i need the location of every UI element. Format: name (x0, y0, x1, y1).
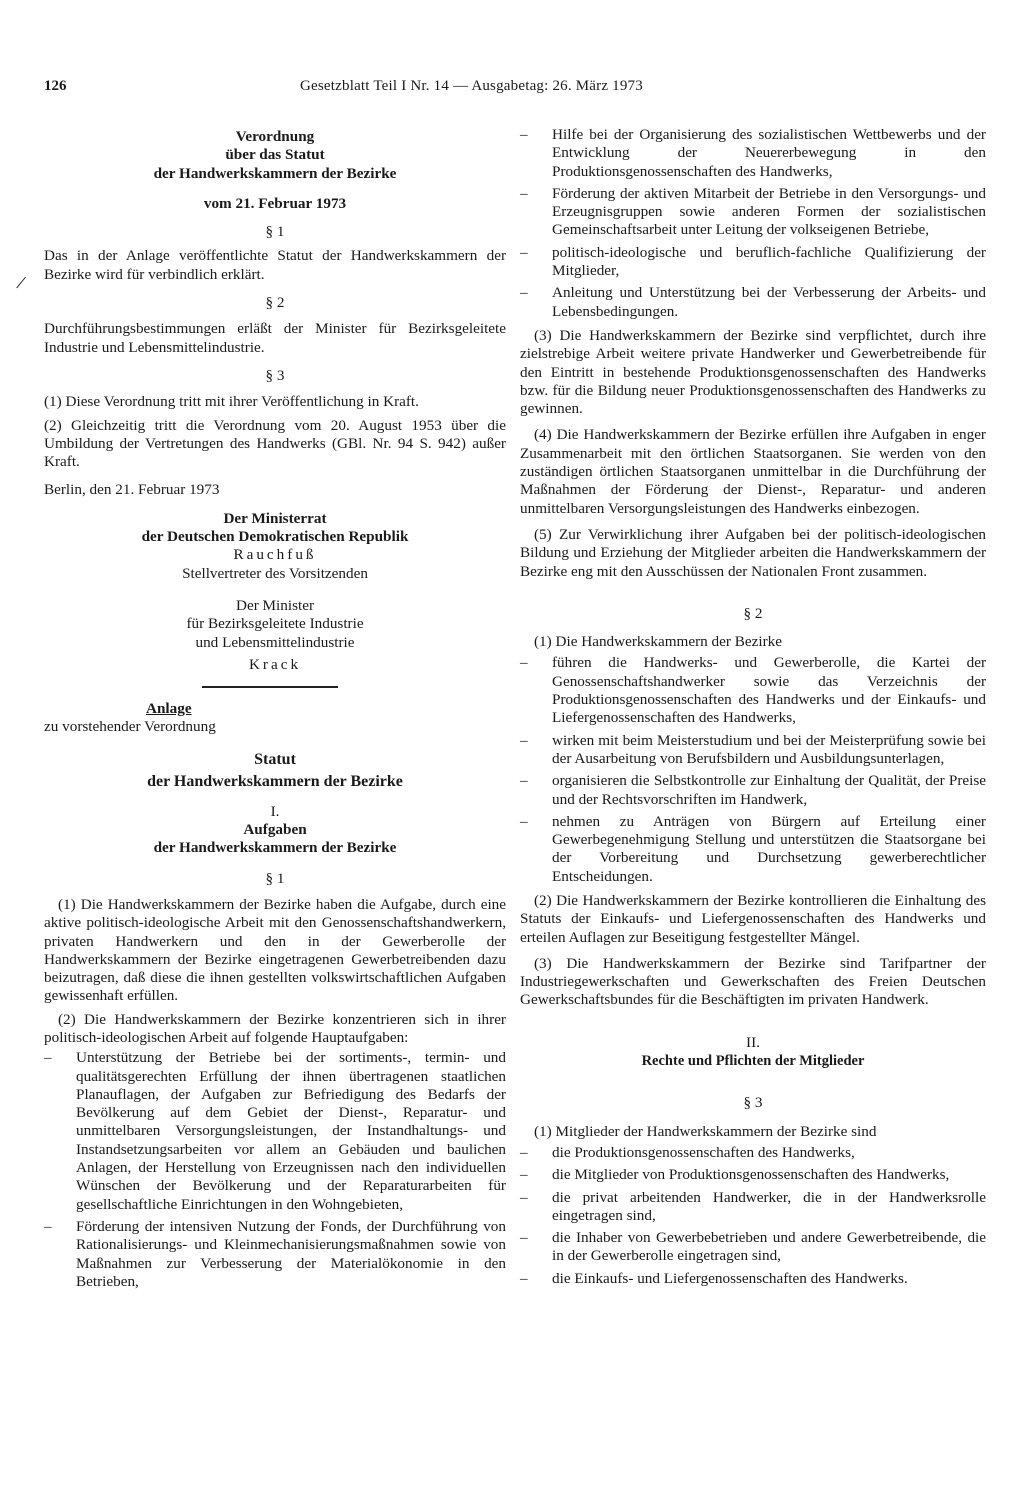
margin-mark: / (14, 271, 28, 295)
members-list (520, 1144, 986, 1288)
list-item: – die Einkaufs- und Liefergenossenschaften des Handwerks. (520, 1270, 986, 1288)
list-item: – führen die Handwerks- und Gewerberolle, die Kartei der Genossenschaftshandwerker sowie das Verzeichnis der Produktionsgenossenschaften des Handwerks und der Einkaufs- und Liefergenossenschaften des Handwerks, (520, 654, 986, 727)
signer-name: Krack (248, 655, 302, 673)
divider (202, 686, 338, 688)
list-item: – Hilfe bei der Organisierung des sozialistischen Wettbewerbs und der Entwicklung der Neuererbewegung in den Produktionsgenossenschaften des Handwerks, (520, 126, 986, 181)
signature-block-minister (44, 597, 506, 674)
statute-title-line: der Handwerkskammern der Bezirke (147, 772, 403, 790)
part-title-line: Aufgaben (243, 821, 307, 839)
signer-role: Stellvertreter des Vorsitzenden (182, 564, 368, 582)
paragraph: (2) Gleichzeitig tritt die Verordnung vom 20. August 1953 über die Umbildung der Vertretungen des Handwerks (GBl. Nr. 94 S. 942) außer Kraft. (44, 416, 506, 471)
section-heading: § 1 (265, 223, 285, 241)
place-date: Berlin, den 21. Februar 1973 (44, 481, 220, 499)
signature-block-ministerrat (44, 510, 506, 583)
task-list-continued (520, 126, 986, 321)
list-item: – die Mitglieder von Produktionsgenossenschaften des Handwerks, (520, 1166, 986, 1184)
list-item: – Förderung der aktiven Mitarbeit der Betriebe in den Versorgungs- und Erzeugnisgruppen sowie anderen Formen der sozialistischen Gemeinschaftsarbeit unter Leitung der volkseigenen Betriebe, (520, 185, 986, 240)
right-column (520, 126, 986, 1294)
paragraph: (3) Die Handwerkskammern der Bezirke sind Tarifpartner der Industriegewerkschaften und Gewerkschaften des Freien Deutschen Gewerkschaftsbundes für die Beschäftigten im privaten Handwerk. (520, 954, 986, 1009)
decree-date: vom 21. Februar 1973 (203, 194, 347, 212)
paragraph: (1) Diese Verordnung tritt mit ihrer Veröffentlichung in Kraft. (44, 393, 419, 411)
list-item: – politisch-ideologische und beruflich-fachliche Qualifizierung der Mitglieder, (520, 244, 986, 281)
section-heading: § 3 (265, 366, 285, 384)
section-heading: § 1 (265, 869, 285, 887)
duties-list (520, 654, 986, 886)
statute-title-line: Statut (254, 750, 296, 768)
decree-title-line: über das Statut (225, 146, 325, 164)
paragraph: (3) Die Handwerkskammern der Bezirke sind verpflichtet, durch ihre zielstrebige Arbeit weitere private Handwerker und Gewerbetreibende für den Eintritt in bestehende Produktionsgenossenschaften des Handwerks bzw. für die Bildung neuer Produktionsgenossenschaften des Handwerks zu gewinnen. (520, 326, 986, 418)
paragraph: (1) Die Handwerkskammern der Bezirke (534, 633, 782, 651)
anlage-label: Anlage (146, 700, 192, 718)
section-heading: § 2 (743, 604, 763, 622)
part-number: I. (270, 802, 280, 820)
list-item: – die Produktionsgenossenschaften des Handwerks, (520, 1144, 986, 1162)
list-item: – nehmen zu Anträgen von Bürgern auf Erteilung einer Gewerbegenehmigung Stellung und unterstützen die Staatsorgane bei der Vorbereitung und Durchsetzung gewerberechtlicher Entscheidungen. (520, 813, 986, 886)
list-item: – Förderung der intensiven Nutzung der Fonds, der Durchführung von Rationalisierungs- und Kleinmechanisierungsmaßnahmen sowie von Maßnahmen zur Verbesserung der Materialökonomie in den Betrieben, (44, 1218, 506, 1291)
list-item: – die privat arbeitenden Handwerker, die in der Handwerksrolle eingetragen sind, (520, 1189, 986, 1226)
part-title-line: der Handwerkskammern der Bezirke (153, 839, 397, 857)
paragraph: (1) Die Handwerkskammern der Bezirke haben die Aufgabe, durch eine aktive politisch-ideologische Arbeit mit den Genossenschaftshandwerkern, privaten Handwerkern und den in der Gewerberolle der Handwerkskammern der Bezirke eingetragenen Gewerbetreibenden dazu beizutragen, daß diese die ihnen gestellten volkswirtschaftlichen Aufgaben gewissenhaft erfüllen. (44, 895, 506, 1005)
list-item: – Anleitung und Unterstützung bei der Verbesserung der Arbeits- und Lebensbedingungen. (520, 284, 986, 321)
page-number: 126 (44, 78, 67, 94)
list-item: – organisieren die Selbstkontrolle zur Einhaltung der Qualität, der Preise und der Rechtsvorschriften im Handwerk, (520, 772, 986, 809)
left-column (44, 126, 506, 1297)
task-list (44, 1049, 506, 1291)
decree-title-line: der Handwerkskammern der Bezirke (153, 164, 397, 182)
signer-org-line: Der Ministerrat (223, 509, 327, 527)
paragraph: (2) Die Handwerkskammern der Bezirke konzentrieren sich in ihrer politisch-ideologischen Arbeit auf folgende Hauptaufgaben: (44, 1010, 506, 1046)
list-item: – wirken mit beim Meisterstudium und bei der Meisterprüfung sowie bei der Ausarbeitung von Berufsbildern und Ausbildungsunterlagen, (520, 732, 986, 769)
part-title: Rechte und Pflichten der Mitglieder (641, 1053, 865, 1070)
paragraph: Durchführungsbestimmungen erläßt der Minister für Bezirksgeleitete Industrie und Lebensmittelindustrie. (44, 320, 506, 356)
running-title: Gesetzblatt Teil I Nr. 14 — Ausgabetag: 26. März 1973 (300, 78, 643, 94)
signer-org-line: der Deutschen Demokratischen Republik (141, 528, 409, 546)
section-heading: § 2 (265, 294, 285, 312)
part-number: II. (746, 1033, 760, 1051)
paragraph: (5) Zur Verwirklichung ihrer Aufgaben bei der politisch-ideologischen Bildung und Erziehung der Mitglieder arbeiten die Handwerkskammern der Bezirke eng mit den Ausschüssen der Nationalen Front zusammen. (520, 525, 986, 580)
paragraph: (4) Die Handwerkskammern der Bezirke erfüllen ihre Aufgaben in enger Zusammenarbeit mit den örtlichen Staatsorganen. Sie werden von den zuständigen örtlichen Staatsorganen unmittelbar in die Durchführung der Maßnahmen der Förderung der Dienst-, Reparatur- und anderen unmittelbaren Versorgungsleistungen des Handwerks einbezogen. (520, 426, 986, 517)
signer-org-line: und Lebensmittelindustrie (195, 633, 355, 651)
paragraph: Das in der Anlage veröffentlichte Statut der Handwerkskammern der Bezirke wird für verbindlich erklärt. (44, 247, 506, 283)
list-item: – die Inhaber von Gewerbebetrieben und andere Gewerbetreibende, die in der Gewerberolle eingetragen sind, (520, 1229, 986, 1266)
signer-name: Rauchfuß (233, 546, 317, 564)
part-title (44, 821, 506, 858)
signer-org-line: für Bezirksgeleitete Industrie (186, 615, 364, 633)
list-item: – Unterstützung der Betriebe bei der sortiments-, termin- und qualitätsgerechten Erfüllung der ihnen übertragenen staatlichen Planauflagen, der Aufgaben zur Befriedigung des Bedarfs der Bevölkerung auf dem Gebiet der Dienst-, Reparatur- und unmittelbaren Versorgungsleistungen, der Instandhaltungs- und Instandsetzungsarbeiten vor allem an Gebäuden und baulichen Anlagen, der Herstellung von Erzeugnissen nach den individuellen Wünschen der Bevölkerung und der Reparaturarbeiten für gesellschaftliche Einrichtungen in den Wohngebieten, (44, 1049, 506, 1214)
paragraph: (2) Die Handwerkskammern der Bezirke kontrollieren die Einhaltung des Statuts der Einkaufs- und Liefergenossenschaften des Handwerks und erteilen Auflagen zur Beseitigung festgestellter Mängel. (520, 891, 986, 946)
decree-title (44, 128, 506, 183)
signer-org-line: Der Minister (235, 596, 315, 614)
section-heading: § 3 (743, 1094, 763, 1112)
decree-title-line: Verordnung (235, 128, 315, 145)
anlage-subtitle: zu vorstehender Verordnung (44, 718, 216, 736)
statute-title (44, 749, 506, 793)
paragraph: (1) Mitglieder der Handwerkskammern der Bezirke sind (534, 1122, 877, 1140)
